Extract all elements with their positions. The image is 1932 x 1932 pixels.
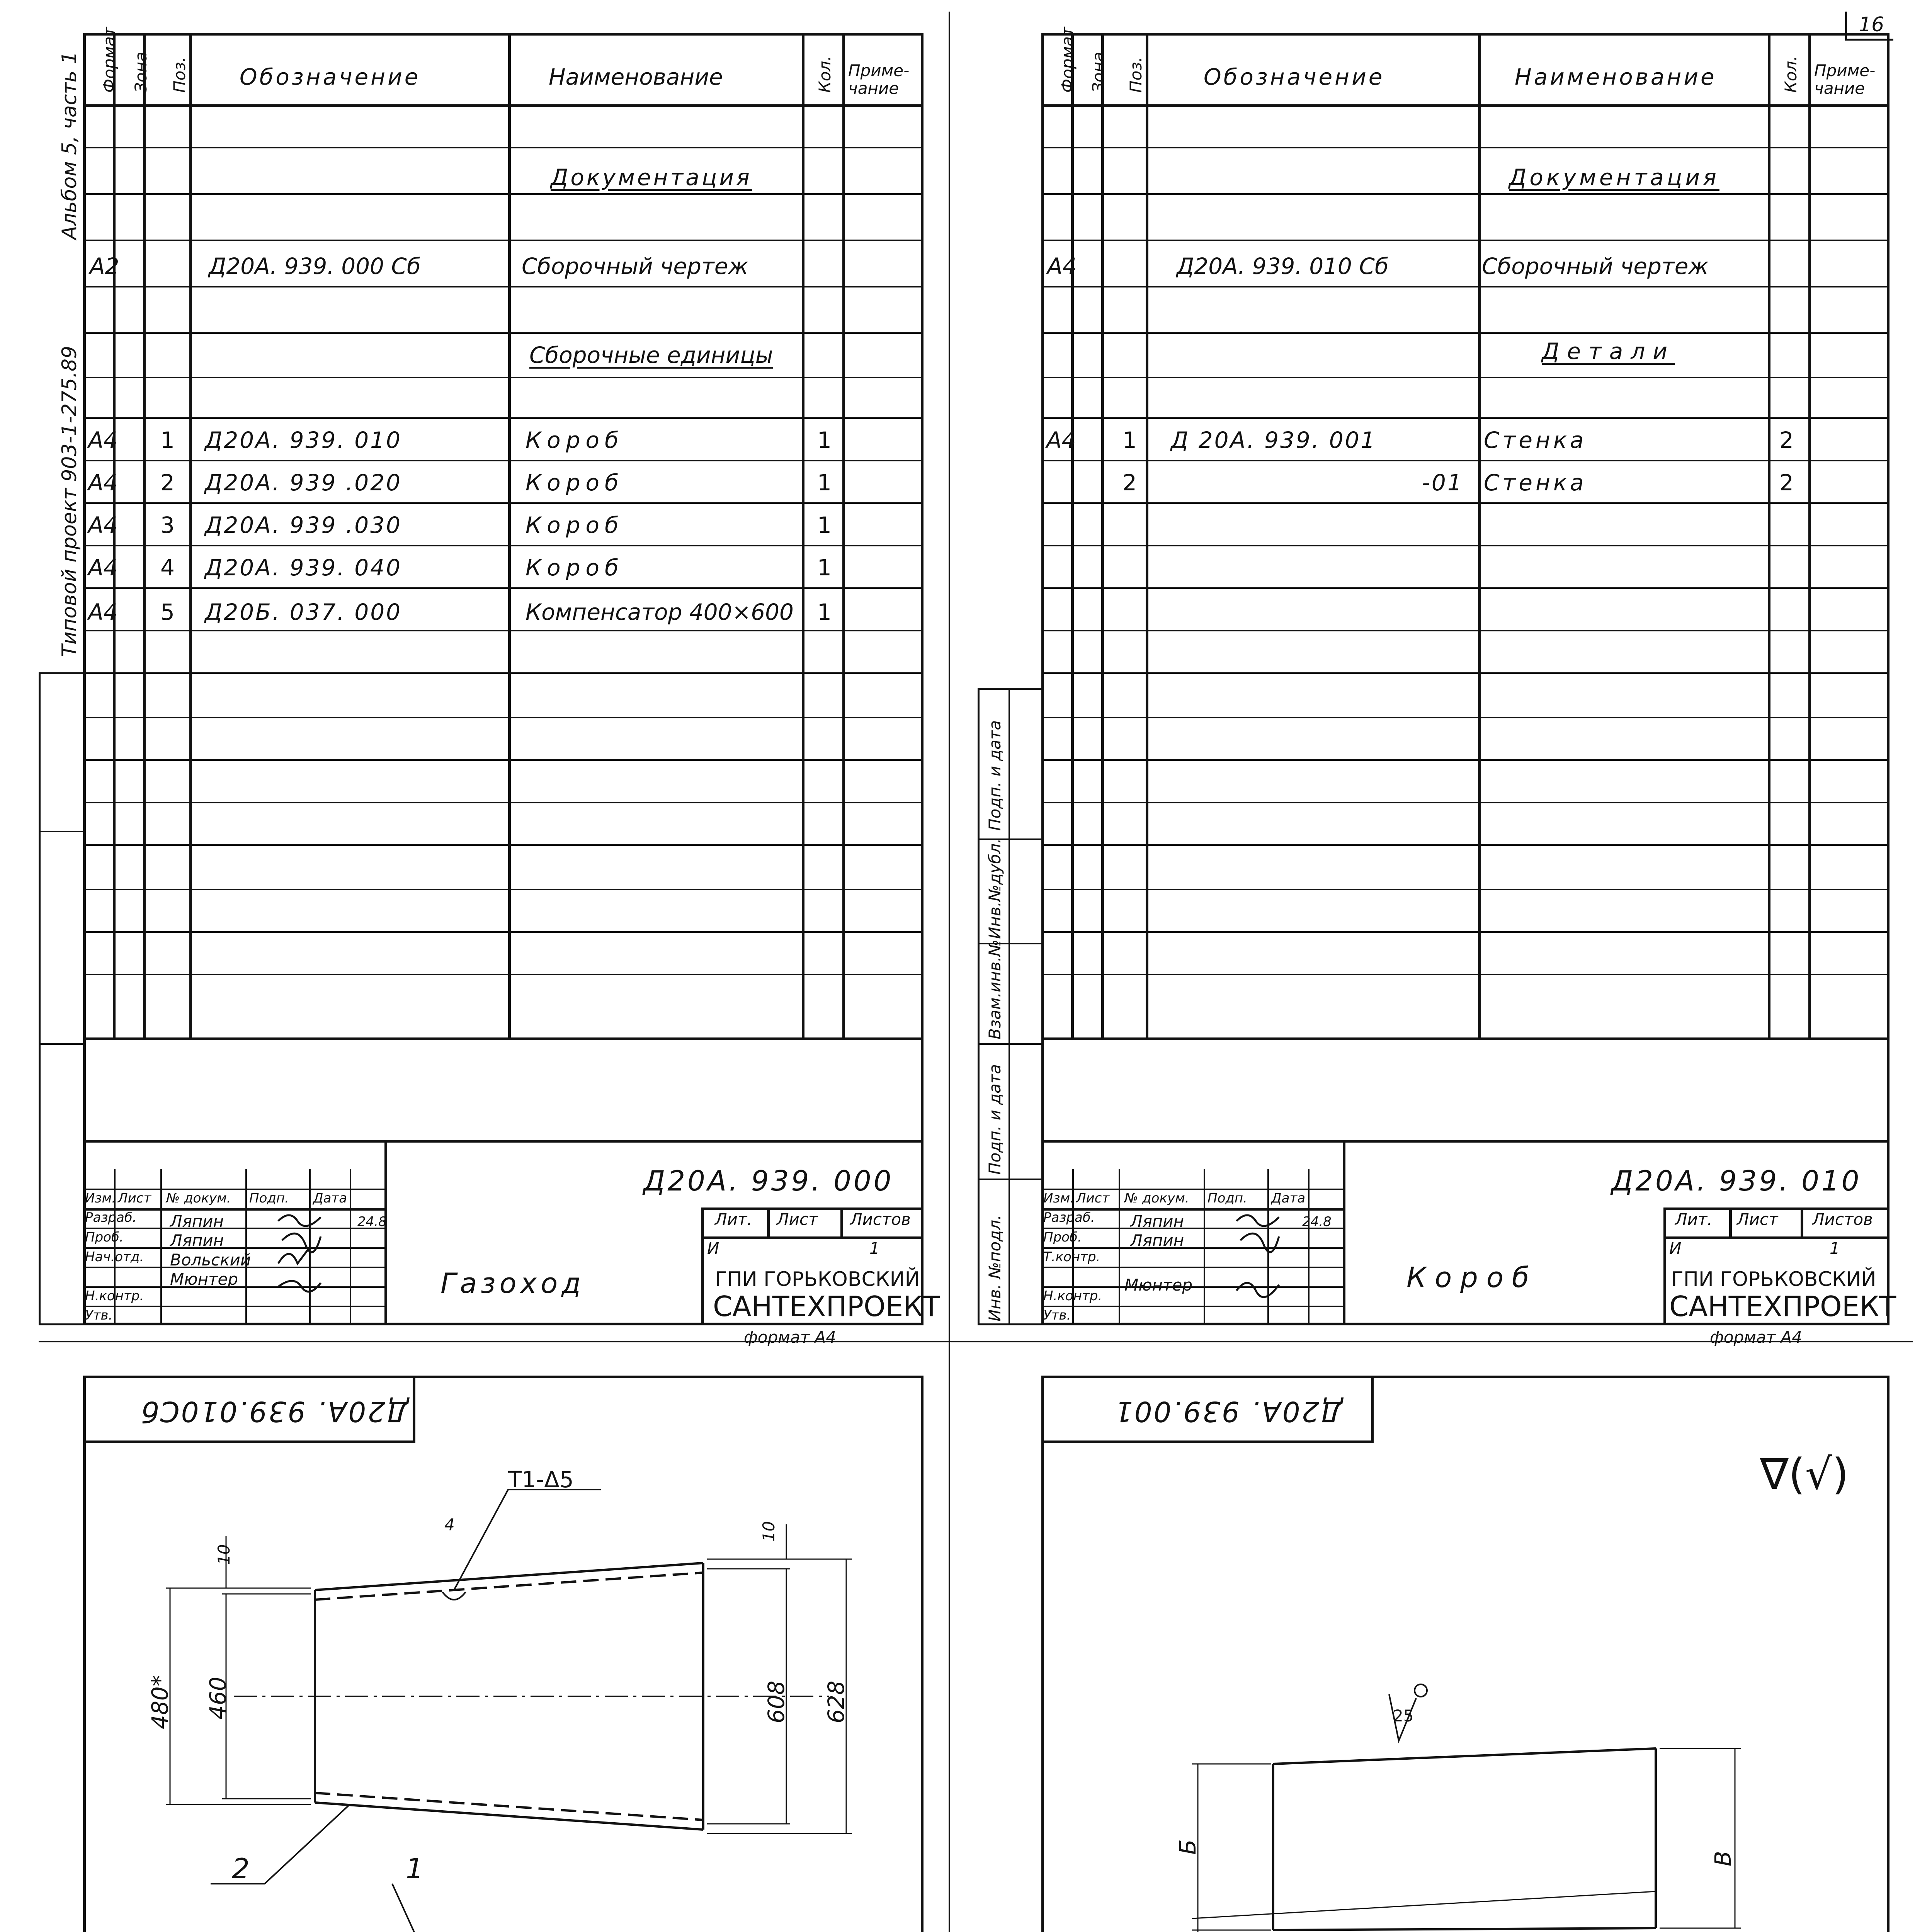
sheet2-header-pos: Поз. — [1126, 57, 1145, 93]
spec-row-line — [1041, 974, 1889, 975]
sheet2-lit-label: Лит. — [1675, 1210, 1713, 1229]
sheet2-stamp-podp-data-2: Подп. и дата — [985, 1064, 1004, 1175]
sheet1-section-documentation: Документация — [551, 164, 752, 190]
spec-row-line — [1041, 286, 1889, 287]
sheet2-row-format: А4 — [1046, 427, 1076, 453]
spec-row-line — [1041, 587, 1889, 589]
spec-row-line — [83, 802, 923, 803]
sheet1-row-qty: 1 — [817, 554, 832, 581]
sheet3-dim-608: 608 — [763, 1680, 789, 1723]
sheet1-row-qty: 1 — [817, 512, 832, 538]
sheet1-doc-name: Сборочный чертеж — [522, 253, 748, 279]
tb-list-label: Лист — [118, 1190, 151, 1206]
sheet2-title-name: Короб — [1406, 1261, 1538, 1294]
sheet2-section-documentation: Документация — [1509, 164, 1719, 190]
sheet1-listov-label: Листов — [850, 1210, 911, 1229]
sheet1-row-pos: 4 — [160, 554, 175, 581]
sheet2-header-qty: Кол. — [1781, 56, 1800, 93]
spec-row-line — [1041, 147, 1889, 148]
sheet1-doc-designation: Д20А. 939. 000 Сб — [209, 253, 421, 279]
spec-row-line — [1041, 545, 1889, 546]
sheet4-roughness-symbol: ∇(√) — [1760, 1449, 1849, 1499]
sheet2-header-name: Наименование — [1515, 64, 1717, 90]
tb-ndoc-label: № докум. — [166, 1190, 231, 1206]
tb-podp-label: Подп. — [1208, 1190, 1247, 1206]
tb-tkontr-label: Т.контр. — [1043, 1249, 1100, 1265]
sheet3-dim-480: 480* — [147, 1675, 173, 1729]
spec-row-line — [1041, 240, 1889, 241]
sheet1-title-name: Газоход — [440, 1267, 585, 1299]
sheet2-row-qty: 2 — [1779, 427, 1794, 453]
sheet2-listov-label: Листов — [1812, 1210, 1873, 1229]
sheet1-row-designation: Д20А. 939. 040 — [205, 554, 402, 581]
sheet2-doc-format: А4 — [1047, 253, 1077, 279]
sheet1-row-name: Короб — [526, 427, 624, 453]
spec-row-line — [1041, 417, 1889, 419]
sheet1-org1: ГПИ ГОРЬКОВСКИЙ — [715, 1268, 920, 1291]
tb-izm-label: Изм. — [85, 1190, 116, 1206]
sheet3-dim-10-left: 10 — [214, 1544, 233, 1565]
tb-utv-label: Утв. — [1043, 1308, 1071, 1323]
sheet3-pos4: 4 — [444, 1515, 455, 1534]
sheet2-stamp-vzam-inv: Взам.инв.№ — [985, 939, 1004, 1039]
spec-row-line — [83, 377, 923, 378]
spec-row-line — [83, 545, 923, 546]
spec-row-line — [1041, 717, 1889, 718]
sheet3-dim-460: 460 — [205, 1677, 231, 1719]
spec-row-line — [1041, 502, 1889, 504]
sheet1-section-assembly-units: Сборочные единицы — [529, 342, 773, 368]
sheet3-stamp-box — [83, 1376, 415, 1443]
sheet1-prov-name: Ляпин — [170, 1231, 224, 1250]
sheet1-header-format: Формат — [100, 27, 119, 93]
spec-row-line — [1041, 802, 1889, 803]
tb-razrab-label: Разраб. — [85, 1210, 137, 1225]
sheet2-nkontr-name: Мюнтер — [1124, 1276, 1193, 1294]
sheet1-row-designation: Д20А. 939 .020 — [205, 469, 402, 496]
tb-data-label: Дата — [1271, 1190, 1306, 1206]
spec-row-line — [1041, 377, 1889, 378]
sheet1-row-designation: Д20Б. 037. 000 — [205, 599, 402, 625]
spec-row-line — [83, 630, 923, 631]
sheet2-date: 24.8 — [1302, 1214, 1332, 1230]
sheet2-lit-value: И — [1669, 1239, 1682, 1258]
tb-nkontr-label: Н.контр. — [85, 1288, 144, 1304]
sheet3-dim-628: 628 — [823, 1680, 849, 1723]
sheet1-header-zone: Зона — [131, 52, 150, 93]
sheet4-dim-v: В — [1710, 1851, 1736, 1866]
spec-row-line — [83, 759, 923, 761]
sheet4-stamp-box — [1041, 1376, 1374, 1443]
sheet4-dim-25: 25 — [1393, 1706, 1414, 1725]
sheet2-doc-designation: Д20А. 939. 010 Сб — [1177, 253, 1389, 279]
sheet-divider-vertical — [949, 12, 950, 1932]
sheet1-title-code: Д20А. 939. 000 — [643, 1165, 894, 1197]
sheet2-header-designation: Обозначение — [1204, 64, 1385, 90]
spec-row-line — [83, 974, 923, 975]
sheet2-row-name: Стенка — [1484, 469, 1587, 496]
sheet1-row-pos: 3 — [160, 512, 175, 538]
sheet2-stamp-inv-podl: Инв. №подл. — [985, 1214, 1004, 1321]
tb-izm-label: Изм. — [1043, 1190, 1074, 1206]
spec-row-line — [1041, 460, 1889, 461]
sheet1-side-strip — [39, 672, 83, 1325]
sheet1-row-format: А4 — [88, 469, 118, 496]
spec-row-line — [83, 502, 923, 504]
sheet4-drawing — [1041, 1443, 1889, 1932]
tb-ndoc-label: № докум. — [1124, 1190, 1189, 1206]
sheet1-list-label: Лист — [777, 1210, 818, 1229]
sheet2-header-note: Приме-чание — [1814, 61, 1876, 98]
spec-row-line — [1041, 672, 1889, 674]
tb-list-label: Лист — [1076, 1190, 1110, 1206]
tb-podp-label: Подп. — [249, 1190, 289, 1206]
sheet1-header-note: Приме-чание — [848, 61, 910, 98]
spec-row-line — [83, 889, 923, 890]
title-block-row-line — [1041, 1189, 1343, 1190]
sheet1-lit-value: И — [707, 1239, 719, 1258]
sheet1-signatures — [270, 1206, 348, 1298]
sheet1-doc-format: А2 — [90, 253, 119, 279]
sheet1-nach-name: Вольский — [170, 1250, 251, 1269]
sheet2-list-label: Лист — [1737, 1210, 1778, 1229]
sheet1-row-qty: 1 — [817, 599, 832, 625]
sheet3-weld-symbol: Т1-Δ5 — [508, 1466, 574, 1493]
tb-data-label: Дата — [313, 1190, 347, 1206]
sheet3-dim-10-right: 10 — [759, 1521, 778, 1542]
sheet2-frame — [1041, 33, 1889, 1325]
sheet3-pos2: 2 — [232, 1852, 250, 1885]
sheet2-header-zone: Зона — [1089, 52, 1108, 93]
sheet1-row-pos: 1 — [160, 427, 175, 453]
sheet2-row-pos: 1 — [1122, 427, 1137, 453]
sheet2-org2: САНТЕХПРОЕКТ — [1669, 1290, 1896, 1323]
sheet2-row-designation: Д 20А. 939. 001 — [1171, 427, 1377, 453]
sheet2-row-name: Стенка — [1484, 427, 1587, 453]
sheet2-stamp-inv-dubl: Инв.№дубл. — [985, 838, 1004, 939]
spec-row-line — [1041, 931, 1889, 933]
sheet1-header-designation: Обозначение — [240, 64, 421, 90]
sheet3-pos1: 1 — [406, 1852, 423, 1885]
sheet2-row-pos: 2 — [1122, 469, 1137, 496]
sheet2-format-label: формат А4 — [1710, 1328, 1802, 1347]
sheet3-stamp-code: Д20А. 939.010Сб — [140, 1395, 409, 1428]
spec-row-line — [1041, 844, 1889, 846]
sheet1-org2: САНТЕХПРОЕКТ — [713, 1290, 940, 1323]
sheet1-row-format: А4 — [88, 554, 118, 581]
sheet1-row-pos: 5 — [160, 599, 175, 625]
sheet1-listov-value: 1 — [869, 1239, 880, 1258]
sheet1-row-format: А4 — [88, 599, 118, 625]
sheet1-header-name: Наименование — [549, 64, 723, 90]
spec-row-line — [83, 672, 923, 674]
sheet2-razrab-name: Ляпин — [1130, 1212, 1184, 1231]
tb-prov-label: Проб. — [1043, 1230, 1082, 1245]
sheet4-stamp-code: Д20А. 939.001 — [1114, 1395, 1343, 1428]
album-label: Альбом 5, часть 1 — [58, 51, 81, 240]
sheet4-dim-b: Б — [1175, 1839, 1201, 1855]
spec-row-line — [83, 193, 923, 195]
spec-row-line — [83, 460, 923, 461]
sheet1-row-designation: Д20А. 939. 010 — [205, 427, 402, 453]
title-block-row-line — [83, 1189, 384, 1190]
spec-row-line — [83, 332, 923, 334]
tb-nkontr-label: Н.контр. — [1043, 1288, 1102, 1304]
spec-row-line — [83, 844, 923, 846]
sheet1-row-name: Компенсатор 400×600 — [526, 599, 794, 625]
sheet2-org1: ГПИ ГОРЬКОВСКИЙ — [1671, 1268, 1876, 1291]
sheet-divider-horizontal — [39, 1341, 1913, 1342]
sheet1-frame — [83, 33, 923, 1325]
sheet2-prov-name: Ляпин — [1130, 1231, 1184, 1250]
sheet1-row-qty: 1 — [817, 469, 832, 496]
spec-row-line — [83, 147, 923, 148]
sheet1-row-format: А4 — [88, 512, 118, 538]
sheet2-doc-name: Сборочный чертеж — [1482, 253, 1709, 279]
sheet1-header-qty: Кол. — [815, 56, 834, 93]
sheet1-row-qty: 1 — [817, 427, 832, 453]
spec-row-line — [83, 587, 923, 589]
sheet1-row-pos: 2 — [160, 469, 175, 496]
sheet1-lit-label: Лит. — [715, 1210, 752, 1229]
tb-utv-label: Утв. — [85, 1308, 113, 1323]
page-number: 16 — [1859, 13, 1884, 36]
title-block-row-line — [83, 1306, 384, 1307]
project-label: Типовой проект 903-1-275.89 — [58, 345, 81, 657]
sheet2-row-qty: 2 — [1779, 469, 1794, 496]
spec-row-line — [83, 417, 923, 419]
sheet2-row-designation: -01 — [1422, 469, 1463, 496]
spec-row-line — [83, 717, 923, 718]
sheet1-row-format: А4 — [88, 427, 118, 453]
spec-row-line — [1041, 193, 1889, 195]
tb-prov-label: Проб. — [85, 1230, 124, 1245]
spec-row-line — [1041, 759, 1889, 761]
sheet1-row-name: Короб — [526, 512, 624, 538]
sheet2-section-parts: Детали — [1542, 338, 1675, 364]
tb-nach-label: Нач.отд. — [85, 1249, 144, 1265]
sheet1-nkontr-name: Мюнтер — [170, 1270, 238, 1289]
sheet1-razrab-name: Ляпин — [170, 1212, 224, 1231]
sheet1-format-label: формат А4 — [744, 1328, 836, 1347]
spec-row-line — [83, 240, 923, 241]
sheet2-header-format: Формат — [1058, 27, 1077, 93]
sheet1-date: 24.8 — [357, 1214, 387, 1230]
spec-row-line — [83, 931, 923, 933]
sheet1-row-name: Короб — [526, 469, 624, 496]
sheet1-header-pos: Поз. — [170, 57, 189, 93]
spec-row-line — [1041, 630, 1889, 631]
sheet2-stamp-podp-data: Подп. и дата — [985, 720, 1004, 831]
sheet2-signatures — [1229, 1206, 1306, 1298]
title-block-row-line — [1041, 1306, 1343, 1307]
tb-razrab-label: Разраб. — [1043, 1210, 1095, 1225]
sheet2-listov-value: 1 — [1830, 1239, 1840, 1258]
spec-row-line — [1041, 332, 1889, 334]
sheet2-title-code: Д20А. 939. 010 — [1611, 1165, 1862, 1197]
sheet1-row-name: Короб — [526, 554, 624, 581]
spec-row-line — [1041, 889, 1889, 890]
sheet1-row-designation: Д20А. 939 .030 — [205, 512, 402, 538]
spec-row-line — [83, 286, 923, 287]
